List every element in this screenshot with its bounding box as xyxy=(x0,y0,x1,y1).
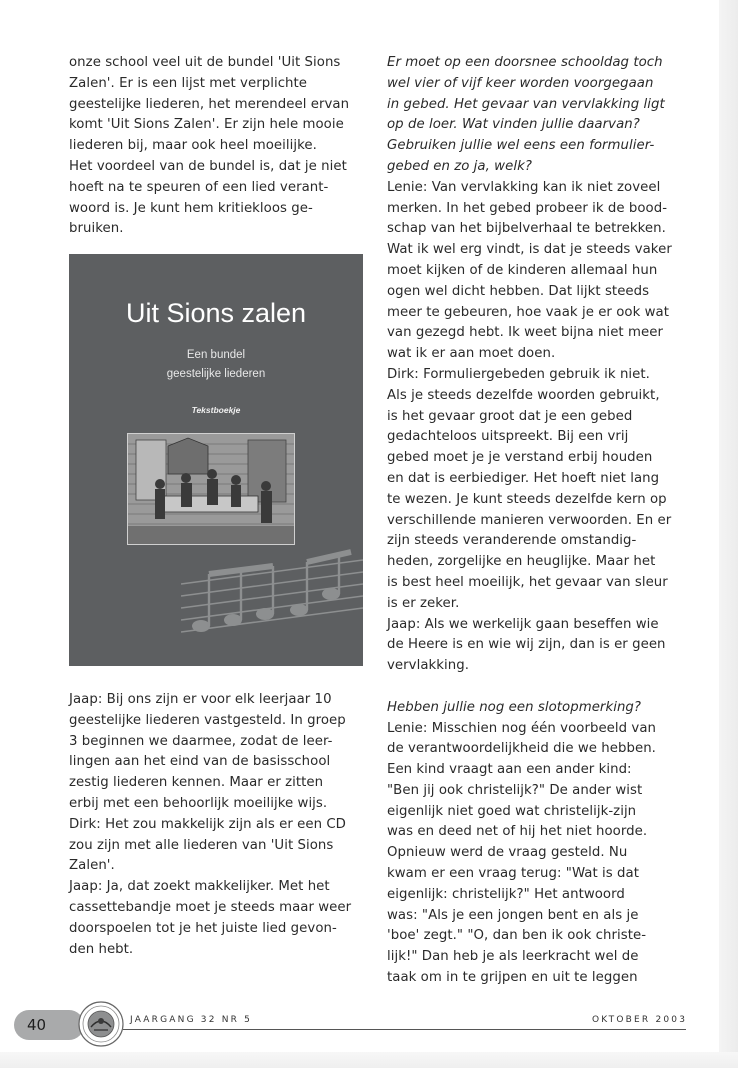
left-column-lower xyxy=(69,690,365,960)
paragraph-gap xyxy=(387,677,707,698)
text-line: eigenlijk niet goed wat christelijk-zijn xyxy=(387,803,637,819)
text-line: Wat ik wel erg vindt, is dat je steeds vaker xyxy=(387,242,672,258)
text-line: 'boe' zegt." "O, dan ben ik ook christe- xyxy=(387,928,647,944)
text-line: Er moet op een doorsnee schooldag toch xyxy=(387,55,663,70)
footer-rule xyxy=(123,1029,686,1030)
text-line: Het voordeel van de bundel is, dat je niet xyxy=(69,158,347,174)
text-line: geestelijke liederen vastgesteld. In groep xyxy=(69,712,346,728)
text-line: woord is. Je kunt hem kritiekloos ge- xyxy=(69,200,313,216)
text-line: op de loer. Wat vinden jullie daarvan? xyxy=(387,117,640,133)
text-line: Een kind vraagt aan een ander kind: xyxy=(387,762,632,778)
text-line: geestelijke liederen, het merendeel ervan xyxy=(69,96,350,112)
text-line: heden, zorgelijke en heuglijke. Maar het xyxy=(387,554,656,570)
cover-subtitle-line2: geestelijke liederen xyxy=(166,368,266,380)
interview-answers-1 xyxy=(387,178,707,677)
text-line: Jaap: Bij ons zijn er voor elk leerjaar 10 xyxy=(69,692,332,707)
right-column xyxy=(387,53,707,989)
text-line: lijk!" Dan heb je als leerkracht wel de xyxy=(387,949,639,965)
cover-title: Uit Sions zalen xyxy=(125,298,307,328)
text-line: de Heere is en wie wij zijn, dan is er geen xyxy=(387,637,666,653)
text-line: erbij met een behoorlijk moeilijke wijs. xyxy=(69,795,328,811)
engraving-drawing xyxy=(128,434,294,544)
text-line: den hebt. xyxy=(69,941,134,957)
text-line: te wezen. Je kunt steeds dezelfde kern op xyxy=(387,491,667,507)
text-line: zestig liederen kennen. Maar er zitten xyxy=(69,775,324,791)
cover-music-notes-decoration xyxy=(181,544,363,654)
text-line: cassettebandje moet je steeds maar weer xyxy=(69,899,352,915)
text-line: moet kijken of de kinderen allemaal hun xyxy=(387,262,658,278)
text-line: meer te gebeuren, hoe vaak je er ook wat xyxy=(387,304,670,320)
text-line: zijn steeds veranderende omstandig- xyxy=(387,533,637,549)
text-line: was en deed net of hij het niet hoorde. xyxy=(387,824,648,840)
text-line: is er zeker. xyxy=(387,595,460,611)
text-line: liederen bij, maar ook heel moeilijke. xyxy=(69,138,317,154)
text-line: gebed en zo ja, welk? xyxy=(387,158,532,174)
book-cover-image xyxy=(69,254,363,666)
text-line: komt 'Uit Sions Zalen'. Er zijn hele mooie xyxy=(69,117,344,133)
left-column xyxy=(69,53,365,240)
text-line: eigenlijk: christelijk?" Het antwoord xyxy=(387,886,625,902)
cover-subtitle-line1: Een bundel xyxy=(186,349,246,361)
text-line: Jaap: Ja, dat zoekt makkelijker. Met het xyxy=(69,879,330,895)
interview-answers-2 xyxy=(387,719,707,989)
text-line: gedachteloos uitspreekt. Bij een vrij xyxy=(387,429,629,445)
text-line: is best heel moeilijk, het gevaar van sleur xyxy=(387,574,668,590)
text-line: merken. In het gebed probeer ik de bood- xyxy=(387,200,668,216)
text-line: bruiken. xyxy=(69,221,124,237)
text-line: Opnieuw werd de vraag gesteld. Nu xyxy=(387,845,628,861)
text-line: hoeft na te speuren of een lied verant- xyxy=(69,179,329,195)
text-line: Dirk: Het zou makkelijk zijn als er een CD xyxy=(69,816,346,832)
emblem-drawing xyxy=(77,1000,125,1048)
page-edge-right xyxy=(719,0,738,1068)
text-line: wel vier of vijf keer worden voorgegaan xyxy=(387,75,654,91)
text-line: in gebed. Het gevaar van vervlakking ligt xyxy=(387,96,665,112)
text-line: doorspoelen tot je het juiste lied gevon- xyxy=(69,920,337,936)
journal-volume-label: JAARGANG 32 NR 5 xyxy=(130,1015,253,1025)
text-line: vervlakking. xyxy=(387,658,470,674)
interview-question-1 xyxy=(387,53,707,178)
text-line: gebed moet je je verstand erbij houden xyxy=(387,450,653,466)
text-line: Dirk: Formuliergebeden gebruik ik niet. xyxy=(387,366,650,382)
text-line: 3 beginnen we daarmee, zodat de leer- xyxy=(69,733,333,749)
page-edge-bottom xyxy=(0,1052,738,1068)
text-line: lingen aan het eind van de basisschool xyxy=(69,754,331,770)
text-line: verschillende manieren verwoorden. En er xyxy=(387,512,672,528)
music-staff-drawing xyxy=(181,544,363,654)
text-line: Zalen'. Er is een lijst met verplichte xyxy=(69,75,308,91)
issue-date: OKTOBER 2003 xyxy=(592,1015,688,1025)
text-line: schap van het bijbelverhaal te betrekken. xyxy=(387,221,666,237)
text-line: Als je steeds dezelfde woorden gebruikt, xyxy=(387,387,660,403)
text-line: onze school veel uit de bundel 'Uit Sions xyxy=(69,55,341,70)
text-line: Gebruiken jullie wel eens een formulier- xyxy=(387,138,655,154)
text-line: ogen wel dicht hebben. Dat lijkt steeds xyxy=(387,283,650,299)
text-line: is het gevaar groot dat je een gebed xyxy=(387,408,633,424)
text-line: van gezegd hebt. Ik weet bijna niet meer xyxy=(387,325,663,341)
text-line: taak om in te grijpen en uit te leggen xyxy=(387,970,638,986)
text-line: wat ik er aan moet doen. xyxy=(387,346,556,362)
cover-engraving-illustration xyxy=(127,433,295,545)
text-line: Lenie: Misschien nog één voorbeeld van xyxy=(387,720,657,736)
text-line: Lenie: Van vervlakking kan ik niet zoveel xyxy=(387,179,661,195)
text-line: zou zijn met alle liederen van 'Uit Sions xyxy=(69,837,334,853)
text-line: Zalen'. xyxy=(69,858,115,874)
journal-emblem-icon xyxy=(77,1000,125,1048)
cover-tag: Tekstboekje xyxy=(191,405,241,415)
page-number: 40 xyxy=(27,1016,47,1034)
interview-question-2: Hebben jullie nog een slotopmerking? xyxy=(387,699,642,715)
text-line: Jaap: Als we werkelijk gaan beseffen wie xyxy=(387,616,659,632)
text-line: "Ben jij ook christelijk?" De ander wist xyxy=(387,782,643,798)
left-paragraph-1 xyxy=(69,53,365,240)
text-line: en dat is eerbiediger. Het hoeft niet lang xyxy=(387,470,660,486)
text-line: kwam er een vraag terug: "Wat is dat xyxy=(387,866,639,882)
text-line: was: "Als je een jongen bent en als je xyxy=(387,907,639,923)
text-line: de verantwoordelijkheid die we hebben. xyxy=(387,741,656,757)
